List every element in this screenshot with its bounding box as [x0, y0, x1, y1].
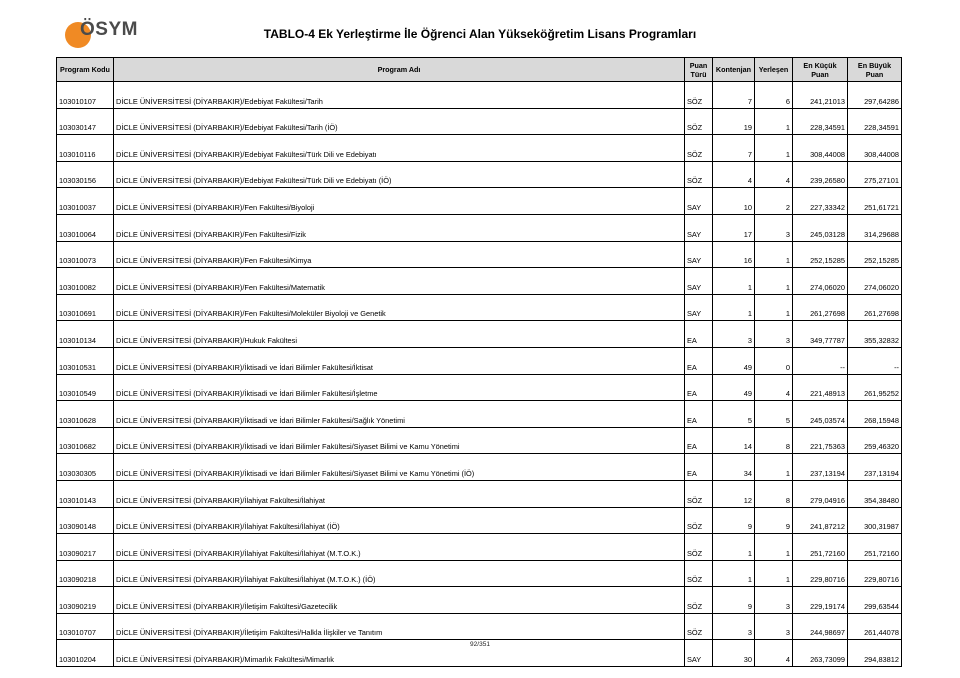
table-row: [57, 613, 902, 640]
max-score-cell: 300,31987: [848, 507, 902, 534]
quota-cell: 12: [713, 480, 755, 507]
min-score-cell: 308,44008: [793, 135, 848, 162]
quota-cell: 9: [713, 587, 755, 614]
max-score-cell: 261,44078: [848, 613, 902, 640]
table-row: [57, 161, 902, 188]
program-code-cell: 103010073: [57, 241, 114, 268]
program-code-cell: 103010549: [57, 374, 114, 401]
min-score-cell: 251,72160: [793, 534, 848, 561]
table-row: [57, 374, 902, 401]
table-row: [57, 480, 902, 507]
score-type-cell: SÖZ: [685, 560, 713, 587]
program-code-cell: 103010037: [57, 188, 114, 215]
min-score-cell: 228,34591: [793, 108, 848, 135]
quota-cell: 1: [713, 294, 755, 321]
min-score-cell: 274,06020: [793, 268, 848, 295]
score-type-cell: SÖZ: [685, 587, 713, 614]
program-name-cell: DİCLE ÜNİVERSİTESİ (DİYARBAKIR)/Fen Fakültesi/Biyoloji: [114, 188, 685, 215]
placed-cell: 3: [755, 214, 793, 241]
placed-cell: 8: [755, 427, 793, 454]
table-header-row: [57, 58, 902, 82]
placed-cell: 3: [755, 613, 793, 640]
quota-cell: 1: [713, 534, 755, 561]
program-name-cell: DİCLE ÜNİVERSİTESİ (DİYARBAKIR)/İktisadi ve İdari Bilimler Fakültesi/Sağlık Yönetimi: [114, 401, 685, 428]
min-score-cell: 241,87212: [793, 507, 848, 534]
program-code-cell: 103090217: [57, 534, 114, 561]
program-name-cell: DİCLE ÜNİVERSİTESİ (DİYARBAKIR)/Fen Fakültesi/Fizik: [114, 214, 685, 241]
score-type-cell: SAY: [685, 214, 713, 241]
program-name-cell: DİCLE ÜNİVERSİTESİ (DİYARBAKIR)/İletişim Fakültesi/Gazetecilik: [114, 587, 685, 614]
score-type-cell: SÖZ: [685, 108, 713, 135]
program-name-cell: DİCLE ÜNİVERSİTESİ (DİYARBAKIR)/Fen Fakültesi/Matematik: [114, 268, 685, 295]
max-score-cell: 251,72160: [848, 534, 902, 561]
score-type-cell: EA: [685, 347, 713, 374]
table-row: [57, 321, 902, 348]
placed-cell: 5: [755, 401, 793, 428]
min-score-cell: 221,48913: [793, 374, 848, 401]
placed-cell: 1: [755, 108, 793, 135]
score-type-cell: SÖZ: [685, 534, 713, 561]
score-type-cell: SAY: [685, 188, 713, 215]
max-score-cell: 229,80716: [848, 560, 902, 587]
min-score-cell: --: [793, 347, 848, 374]
quota-cell: 30: [713, 640, 755, 667]
min-score-cell: 227,33342: [793, 188, 848, 215]
max-score-cell: 275,27101: [848, 161, 902, 188]
quota-cell: 49: [713, 347, 755, 374]
min-score-cell: 229,80716: [793, 560, 848, 587]
quota-cell: 4: [713, 161, 755, 188]
score-type-cell: SAY: [685, 294, 713, 321]
max-score-cell: 294,83812: [848, 640, 902, 667]
program-name-cell: DİCLE ÜNİVERSİTESİ (DİYARBAKIR)/İlahiyat Fakültesi/İlahiyat: [114, 480, 685, 507]
score-type-cell: EA: [685, 427, 713, 454]
min-score-cell: 244,98697: [793, 613, 848, 640]
placed-cell: 1: [755, 454, 793, 481]
score-type-cell: EA: [685, 321, 713, 348]
max-score-cell: 355,32832: [848, 321, 902, 348]
program-code-cell: 103090148: [57, 507, 114, 534]
program-name-cell: DİCLE ÜNİVERSİTESİ (DİYARBAKIR)/Mimarlık Fakültesi/Mimarlık: [114, 640, 685, 667]
quota-cell: 19: [713, 108, 755, 135]
program-code-cell: 103030305: [57, 454, 114, 481]
header-en-kucuk-puan: En Küçük Puan: [793, 58, 848, 82]
max-score-cell: 237,13194: [848, 454, 902, 481]
max-score-cell: 354,38480: [848, 480, 902, 507]
min-score-cell: 245,03128: [793, 214, 848, 241]
program-code-cell: 103010628: [57, 401, 114, 428]
min-score-cell: 349,77787: [793, 321, 848, 348]
placed-cell: 0: [755, 347, 793, 374]
score-type-cell: EA: [685, 454, 713, 481]
program-code-cell: 103010204: [57, 640, 114, 667]
program-name-cell: DİCLE ÜNİVERSİTESİ (DİYARBAKIR)/Edebiyat Fakültesi/Tarih (İÖ): [114, 108, 685, 135]
program-name-cell: DİCLE ÜNİVERSİTESİ (DİYARBAKIR)/İktisadi ve İdari Bilimler Fakültesi/Siyaset Bilimi ve Kamu Yönetimi (İÖ): [114, 454, 685, 481]
placed-cell: 4: [755, 374, 793, 401]
table-row: [57, 188, 902, 215]
min-score-cell: 241,21013: [793, 82, 848, 109]
min-score-cell: 239,26580: [793, 161, 848, 188]
table-row: [57, 587, 902, 614]
placed-cell: 1: [755, 560, 793, 587]
program-code-cell: 103010682: [57, 427, 114, 454]
program-code-cell: 103010143: [57, 480, 114, 507]
page-number: 92/351: [470, 641, 490, 648]
placed-cell: 3: [755, 587, 793, 614]
table-row: [57, 214, 902, 241]
table-body: [57, 82, 902, 667]
max-score-cell: 261,27698: [848, 294, 902, 321]
program-code-cell: 103090218: [57, 560, 114, 587]
quota-cell: 10: [713, 188, 755, 215]
placed-cell: 9: [755, 507, 793, 534]
min-score-cell: 252,15285: [793, 241, 848, 268]
table-row: [57, 241, 902, 268]
program-code-cell: 103010531: [57, 347, 114, 374]
max-score-cell: 299,63544: [848, 587, 902, 614]
score-type-cell: SÖZ: [685, 135, 713, 162]
placed-cell: 4: [755, 640, 793, 667]
score-type-cell: SÖZ: [685, 161, 713, 188]
program-name-cell: DİCLE ÜNİVERSİTESİ (DİYARBAKIR)/Fen Fakültesi/Moleküler Biyoloji ve Genetik: [114, 294, 685, 321]
header-en-buyuk-puan: En Büyük Puan: [848, 58, 902, 82]
table-row: [57, 534, 902, 561]
quota-cell: 3: [713, 321, 755, 348]
score-type-cell: SÖZ: [685, 507, 713, 534]
quota-cell: 5: [713, 401, 755, 428]
logo-text: ÖSYM: [80, 19, 138, 40]
header-program-adi: Program Adı: [114, 58, 685, 82]
placed-cell: 4: [755, 161, 793, 188]
program-name-cell: DİCLE ÜNİVERSİTESİ (DİYARBAKIR)/Fen Fakültesi/Kimya: [114, 241, 685, 268]
quota-cell: 14: [713, 427, 755, 454]
table-row: [57, 427, 902, 454]
program-code-cell: 103010691: [57, 294, 114, 321]
program-code-cell: 103090219: [57, 587, 114, 614]
min-score-cell: 263,73099: [793, 640, 848, 667]
placed-cell: 2: [755, 188, 793, 215]
program-name-cell: DİCLE ÜNİVERSİTESİ (DİYARBAKIR)/Edebiyat Fakültesi/Türk Dili ve Edebiyatı (İÖ): [114, 161, 685, 188]
program-code-cell: 103030147: [57, 108, 114, 135]
quota-cell: 1: [713, 560, 755, 587]
table-row: [57, 454, 902, 481]
program-name-cell: DİCLE ÜNİVERSİTESİ (DİYARBAKIR)/Edebiyat Fakültesi/Türk Dili ve Edebiyatı: [114, 135, 685, 162]
table-row: [57, 294, 902, 321]
placed-cell: 1: [755, 294, 793, 321]
max-score-cell: 252,15285: [848, 241, 902, 268]
table-row: [57, 347, 902, 374]
program-code-cell: 103030156: [57, 161, 114, 188]
program-code-cell: 103010107: [57, 82, 114, 109]
header-program-kodu: Program Kodu: [57, 58, 114, 82]
program-name-cell: DİCLE ÜNİVERSİTESİ (DİYARBAKIR)/İktisadi ve İdari Bilimler Fakültesi/Siyaset Bilimi ve Kamu Yönetimi: [114, 427, 685, 454]
min-score-cell: 237,13194: [793, 454, 848, 481]
program-name-cell: DİCLE ÜNİVERSİTESİ (DİYARBAKIR)/İktisadi ve İdari Bilimler Fakültesi/İktisat: [114, 347, 685, 374]
quota-cell: 17: [713, 214, 755, 241]
max-score-cell: 308,44008: [848, 135, 902, 162]
program-name-cell: DİCLE ÜNİVERSİTESİ (DİYARBAKIR)/Hukuk Fakültesi: [114, 321, 685, 348]
max-score-cell: 268,15948: [848, 401, 902, 428]
quota-cell: 3: [713, 613, 755, 640]
program-name-cell: DİCLE ÜNİVERSİTESİ (DİYARBAKIR)/Edebiyat Fakültesi/Tarih: [114, 82, 685, 109]
max-score-cell: 297,64286: [848, 82, 902, 109]
placed-cell: 3: [755, 321, 793, 348]
placed-cell: 1: [755, 268, 793, 295]
table-row: [57, 507, 902, 534]
min-score-cell: 279,04916: [793, 480, 848, 507]
program-code-cell: 103010134: [57, 321, 114, 348]
max-score-cell: 314,29688: [848, 214, 902, 241]
max-score-cell: 261,95252: [848, 374, 902, 401]
quota-cell: 16: [713, 241, 755, 268]
min-score-cell: 221,75363: [793, 427, 848, 454]
max-score-cell: 251,61721: [848, 188, 902, 215]
score-type-cell: SAY: [685, 268, 713, 295]
score-type-cell: SÖZ: [685, 613, 713, 640]
header-puan-turu: Puan Türü: [685, 58, 713, 82]
score-type-cell: EA: [685, 401, 713, 428]
placed-cell: 6: [755, 82, 793, 109]
score-type-cell: EA: [685, 374, 713, 401]
placed-cell: 8: [755, 480, 793, 507]
program-name-cell: DİCLE ÜNİVERSİTESİ (DİYARBAKIR)/İktisadi ve İdari Bilimler Fakültesi/İşletme: [114, 374, 685, 401]
placed-cell: 1: [755, 241, 793, 268]
max-score-cell: 228,34591: [848, 108, 902, 135]
table-row: [57, 108, 902, 135]
header-kontenjan: Kontenjan: [713, 58, 755, 82]
table-row: [57, 82, 902, 109]
placed-cell: 1: [755, 135, 793, 162]
table-row: [57, 268, 902, 295]
program-code-cell: 103010082: [57, 268, 114, 295]
table-row: [57, 560, 902, 587]
program-name-cell: DİCLE ÜNİVERSİTESİ (DİYARBAKIR)/İlahiyat Fakültesi/İlahiyat (M.T.O.K.) (İÖ): [114, 560, 685, 587]
quota-cell: 9: [713, 507, 755, 534]
quota-cell: 1: [713, 268, 755, 295]
page-title: TABLO-4 Ek Yerleştirme İle Öğrenci Alan Yükseköğretim Lisans Programları: [263, 27, 697, 41]
table-row: [57, 401, 902, 428]
program-code-cell: 103010116: [57, 135, 114, 162]
program-name-cell: DİCLE ÜNİVERSİTESİ (DİYARBAKIR)/İlahiyat Fakültesi/İlahiyat (İÖ): [114, 507, 685, 534]
max-score-cell: 259,46320: [848, 427, 902, 454]
score-type-cell: SÖZ: [685, 480, 713, 507]
program-name-cell: DİCLE ÜNİVERSİTESİ (DİYARBAKIR)/İletişim Fakültesi/Halkla İlişkiler ve Tanıtım: [114, 613, 685, 640]
min-score-cell: 261,27698: [793, 294, 848, 321]
score-type-cell: SAY: [685, 241, 713, 268]
quota-cell: 34: [713, 454, 755, 481]
table-row: [57, 135, 902, 162]
header-yerlesen: Yerleşen: [755, 58, 793, 82]
score-type-cell: SAY: [685, 640, 713, 667]
max-score-cell: --: [848, 347, 902, 374]
max-score-cell: 274,06020: [848, 268, 902, 295]
min-score-cell: 245,03574: [793, 401, 848, 428]
program-code-cell: 103010064: [57, 214, 114, 241]
programs-table: [56, 57, 902, 667]
program-code-cell: 103010707: [57, 613, 114, 640]
program-name-cell: DİCLE ÜNİVERSİTESİ (DİYARBAKIR)/İlahiyat Fakültesi/İlahiyat (M.T.O.K.): [114, 534, 685, 561]
score-type-cell: SÖZ: [685, 82, 713, 109]
placed-cell: 1: [755, 534, 793, 561]
min-score-cell: 229,19174: [793, 587, 848, 614]
quota-cell: 7: [713, 135, 755, 162]
quota-cell: 49: [713, 374, 755, 401]
quota-cell: 7: [713, 82, 755, 109]
